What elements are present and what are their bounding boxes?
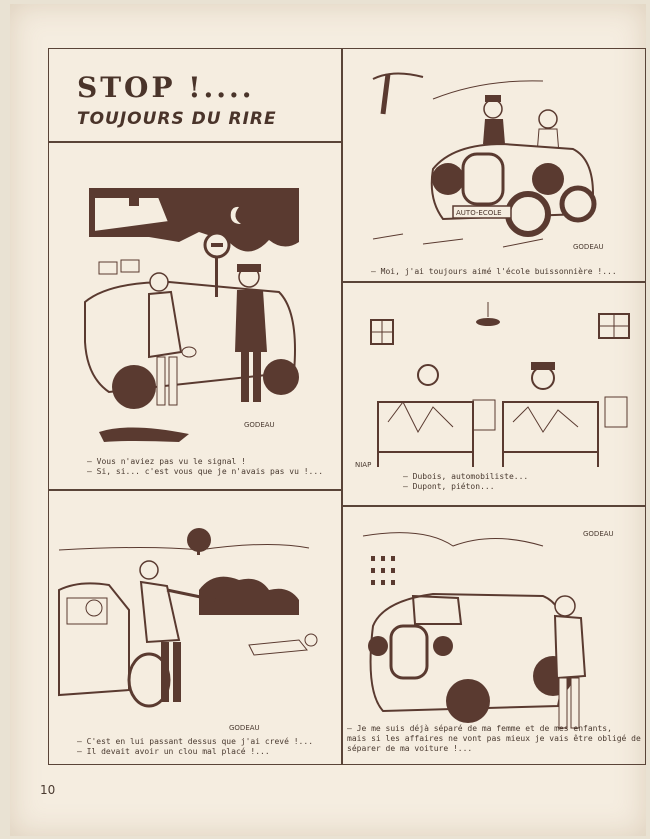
cartoon-signal-illustration	[49, 142, 341, 489]
cartoon-clou-caption: — C'est en lui passant dessus que j'ai crevé !... — Il devait avoir un clou mal placé !...	[77, 737, 314, 756]
cartoon-separe-caption: — Je me suis déjà séparé de ma femme et de mes enfants, mais si les affaires ne vont pas mieux je vais être obligé de séparer de ma voiture !...	[347, 724, 641, 753]
cartoon-auto-ecole-caption: — Moi, j'ai toujours aimé l'école buissonnière !...	[371, 267, 617, 276]
cartoon-signal-signature: GODEAU	[244, 421, 275, 429]
cartoon-auto-ecole	[343, 49, 645, 281]
cartoon-clou-signature: GODEAU	[229, 724, 260, 732]
cartoon-grid	[48, 48, 646, 765]
cartoon-hospital-signature: NIAP	[355, 461, 372, 469]
cartoon-hospital	[343, 282, 645, 505]
cartoon-clou-illustration	[49, 490, 341, 764]
title-block	[49, 49, 341, 141]
magazine-page	[10, 4, 646, 836]
cartoon-signal	[49, 142, 341, 489]
cartoon-signal-caption: — Vous n'aviez pas vu le signal ! — Si, si... c'est vous que je n'avais pas vu !...	[87, 457, 324, 476]
cartoon-auto-ecole-illustration	[343, 49, 645, 281]
cartoon-separe	[343, 506, 645, 764]
cartoon-hospital-caption: — Dubois, automobiliste... — Dupont, piéton...	[403, 472, 529, 491]
page-number: 10	[40, 783, 56, 797]
page-title: STOP !....	[77, 71, 255, 104]
page-subtitle: TOUJOURS DU RIRE	[77, 109, 277, 129]
cartoon-separe-signature: GODEAU	[583, 530, 614, 538]
cartoon-auto-ecole-signature: GODEAU	[573, 243, 604, 251]
cartoon-clou	[49, 490, 341, 764]
auto-ecole-sign: AUTO-ECOLE	[456, 209, 502, 217]
